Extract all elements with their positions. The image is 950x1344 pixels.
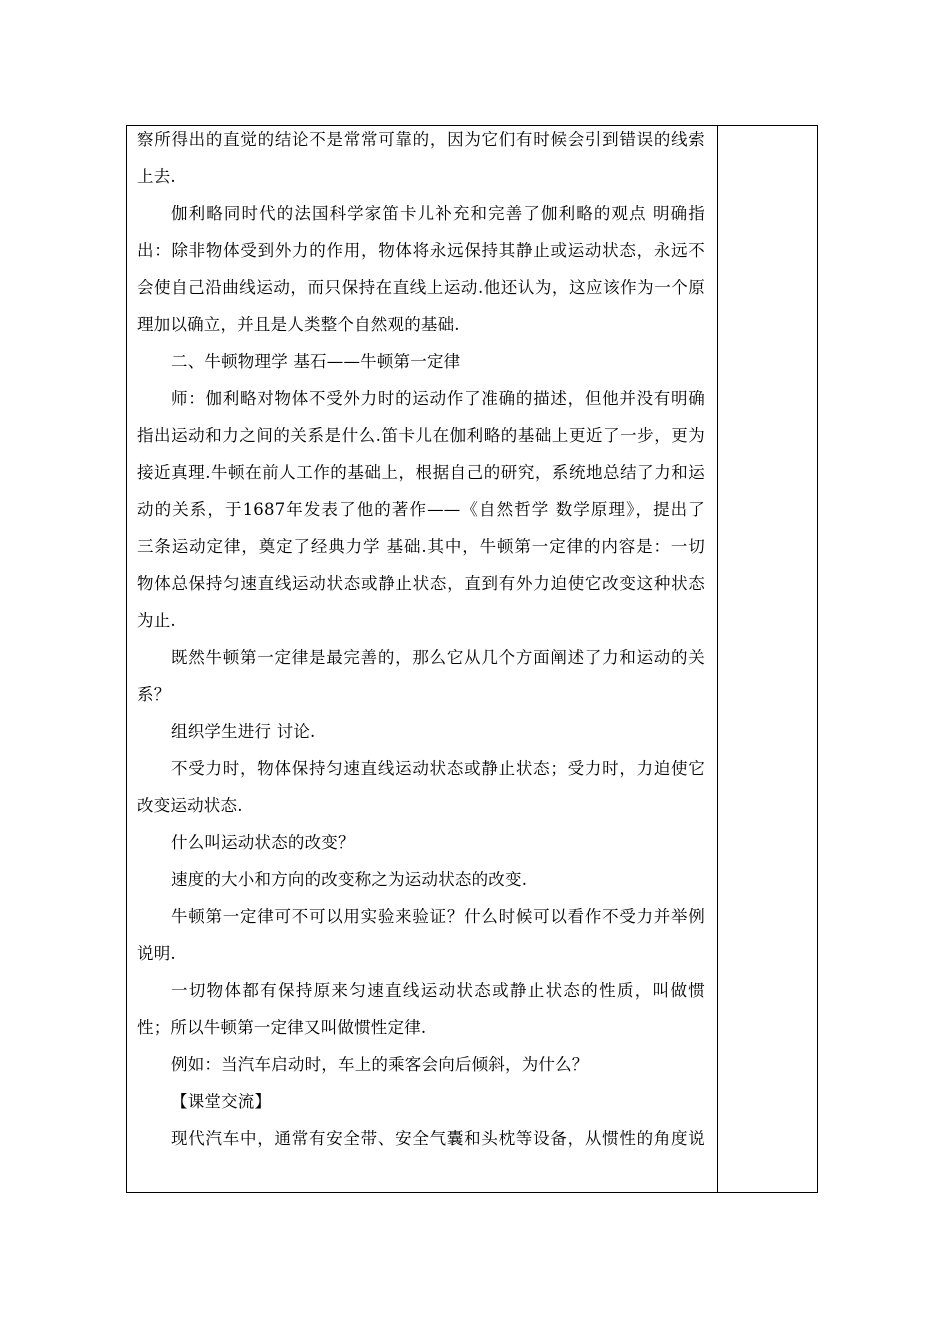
text-line: 【课堂交流】 [171, 1092, 272, 1111]
text-line: 物体总保持匀速直线运动状态或静止状态，直到有外力迫使它改变这种状态 [137, 574, 705, 593]
text-line: 不受力时，物体保持匀速直线运动状态或静止状态；受力时，力迫使它 [171, 759, 705, 778]
lesson-content-cell [137, 126, 705, 1162]
text-line: 动的关系，于1687年发表了他的著作——《自然哲学 数学原理》，提出了 [137, 500, 705, 519]
column-divider [717, 126, 718, 1192]
text-line: 速度的大小和方向的改变称之为运动状态的改变. [171, 870, 528, 889]
text-line: 说明. [137, 944, 176, 963]
text-line: 指出运动和力之间的关系是什么.笛卡儿在伽利略的基础上更近了一步，更为 [137, 426, 705, 445]
text-line: 二、牛顿物理学 基石——牛顿第一定律 [171, 352, 461, 371]
text-line: 理加以确立，并且是人类整个自然观的基础. [137, 315, 460, 334]
text-line: 师：伽利略对物体不受外力时的运动作了准确的描述，但他并没有明确 [171, 389, 705, 408]
text-line: 改变运动状态. [137, 796, 243, 815]
text-line: 牛顿第一定律可不可以用实验来验证？什么时候可以看作不受力并举例 [171, 907, 705, 926]
text-line: 什么叫运动状态的改变？ [171, 833, 355, 852]
text-line: 会使自己沿曲线运动，而只保持在直线上运动.他还认为，这应该作为一个原 [137, 278, 705, 297]
text-line: 一切物体都有保持原来匀速直线运动状态或静止状态的性质，叫做惯 [171, 981, 705, 1000]
text-line: 上去. [137, 167, 176, 186]
text-line: 既然牛顿第一定律是最完善的，那么它从几个方面阐述了力和运动的关 [171, 648, 705, 667]
text-line: 伽利略同时代的法国科学家笛卡儿补充和完善了伽利略的观点 明确指 [171, 204, 705, 223]
text-line: 接近真理.牛顿在前人工作的基础上，根据自己的研究，系统地总结了力和运 [137, 463, 705, 482]
lesson-table [126, 125, 818, 1193]
text-line: 组织学生进行 讨论. [171, 722, 316, 741]
text-line: 现代汽车中，通常有安全带、安全气囊和头枕等设备，从惯性的角度说 [171, 1129, 705, 1148]
text-line: 性；所以牛顿第一定律又叫做惯性定律. [137, 1018, 427, 1037]
text-line: 察所得出的直觉的结论不是常常可靠的，因为它们有时候会引到错误的线索 [137, 130, 705, 149]
text-line: 系？ [137, 685, 171, 704]
text-line: 三条运动定律，奠定了经典力学 基础.其中，牛顿第一定律的内容是：一切 [137, 537, 705, 556]
text-line: 为止. [137, 611, 176, 630]
text-line: 例如：当汽车启动时，车上的乘客会向后倾斜，为什么？ [171, 1055, 589, 1074]
text-line: 出：除非物体受到外力的作用，物体将永远保持其静止或运动状态，永远不 [137, 241, 705, 260]
